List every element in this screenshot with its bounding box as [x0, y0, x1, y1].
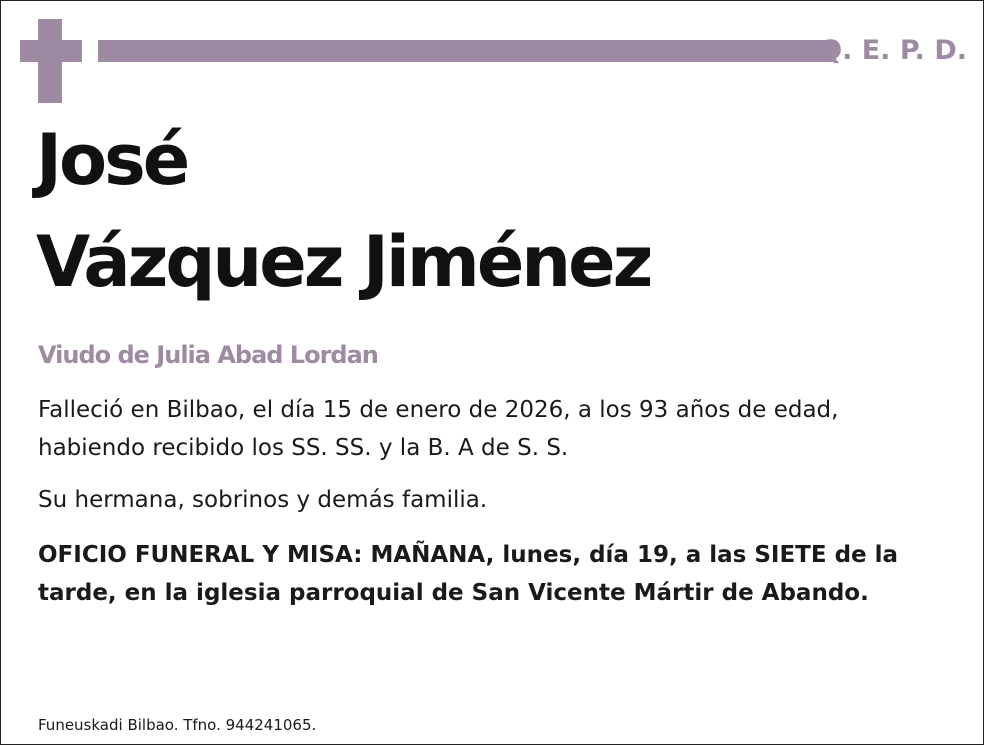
- widow-line: Viudo de Julia Abad Lordan: [38, 341, 378, 369]
- funeral-home-footer: Funeuskadi Bilbao. Tfno. 944241065.: [38, 716, 317, 734]
- cross-horizontal-bar: [20, 40, 82, 62]
- header-rule: [98, 40, 836, 62]
- qepd-label: Q. E. P. D.: [819, 35, 967, 66]
- deceased-name: [36, 109, 650, 313]
- deceased-surnames: Vázquez Jiménez: [36, 221, 651, 303]
- deceased-first-name: José: [36, 119, 188, 201]
- family-line: Su hermana, sobrinos y demás familia.: [38, 487, 488, 513]
- funeral-details: OFICIO FUNERAL Y MISA: MAÑANA, lunes, día 19, a las SIETE de la tarde, en la iglesia parroquial de San Vicente Mártir de Abando.: [38, 542, 899, 606]
- cross-icon: [20, 19, 82, 103]
- death-notice: Falleció en Bilbao, el día 15 de enero de 2026, a los 93 años de edad, habiendo recibido los SS. SS. y la B. A de S. S.: [38, 397, 839, 461]
